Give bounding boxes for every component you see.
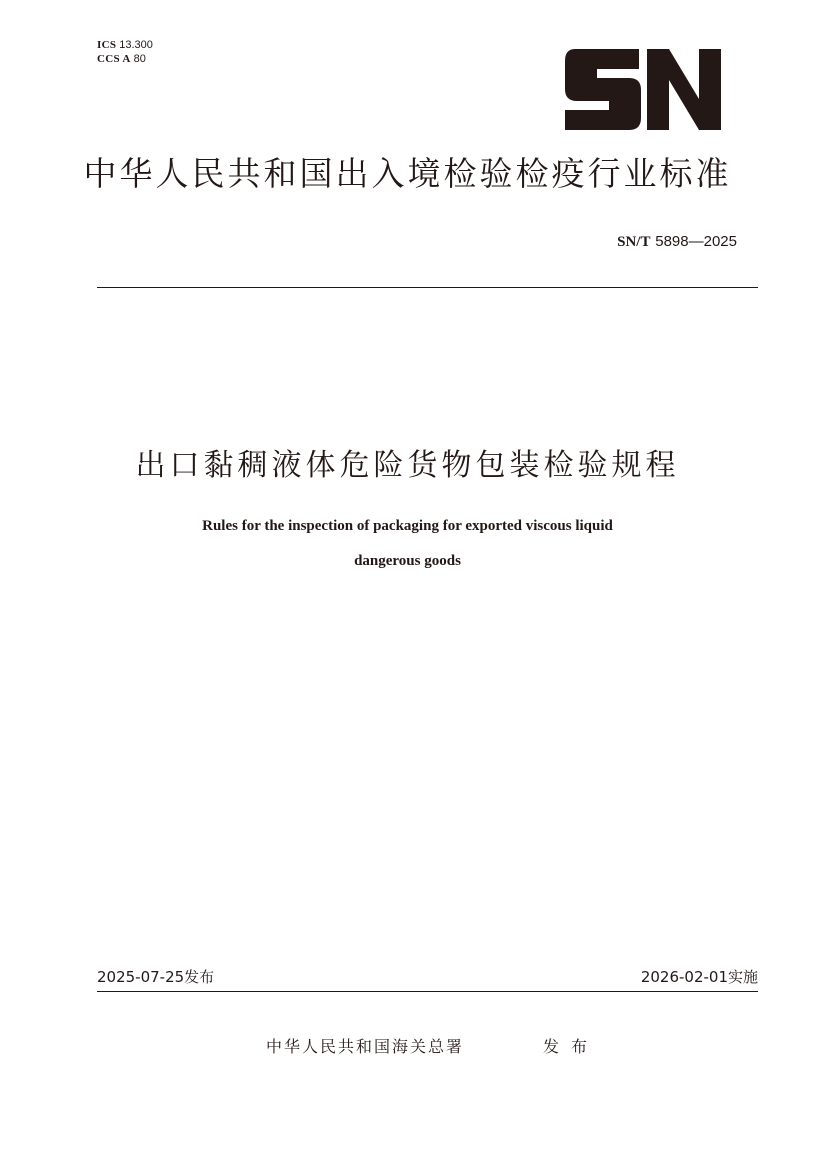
bottom-divider [97,991,758,992]
ics-value: 13.300 [119,39,153,51]
standard-code: 5898—2025 [655,233,737,250]
ics-label: ICS [97,39,117,51]
publish-label: 发布 [543,1037,600,1056]
document-title-english-line2: dangerous goods [354,553,461,569]
issue-date: 2025-07-25发布 [97,968,215,986]
standard-number [617,232,737,251]
document-title-english-line1: Rules for the inspection of packaging for exported viscous liquid [202,518,613,534]
document-title-chinese: 出口黏稠液体危险货物包装检验规程 [135,448,680,483]
ccs-row [97,52,153,66]
ccs-label: CCS A [97,53,131,65]
sn-logo-graphic [563,42,723,132]
sn-logo [563,42,723,132]
classification-codes [97,38,153,66]
ics-row [97,38,153,52]
standard-prefix: SN/T [617,234,651,250]
top-divider [97,287,758,288]
implementation-date: 2026-02-01实施 [640,968,758,986]
publisher-name: 中华人民共和国海关总署 [266,1037,465,1056]
industry-standard-title: 中华人民共和国出入境检验检疫行业标准 [83,154,732,193]
ccs-value: 80 [133,53,146,65]
